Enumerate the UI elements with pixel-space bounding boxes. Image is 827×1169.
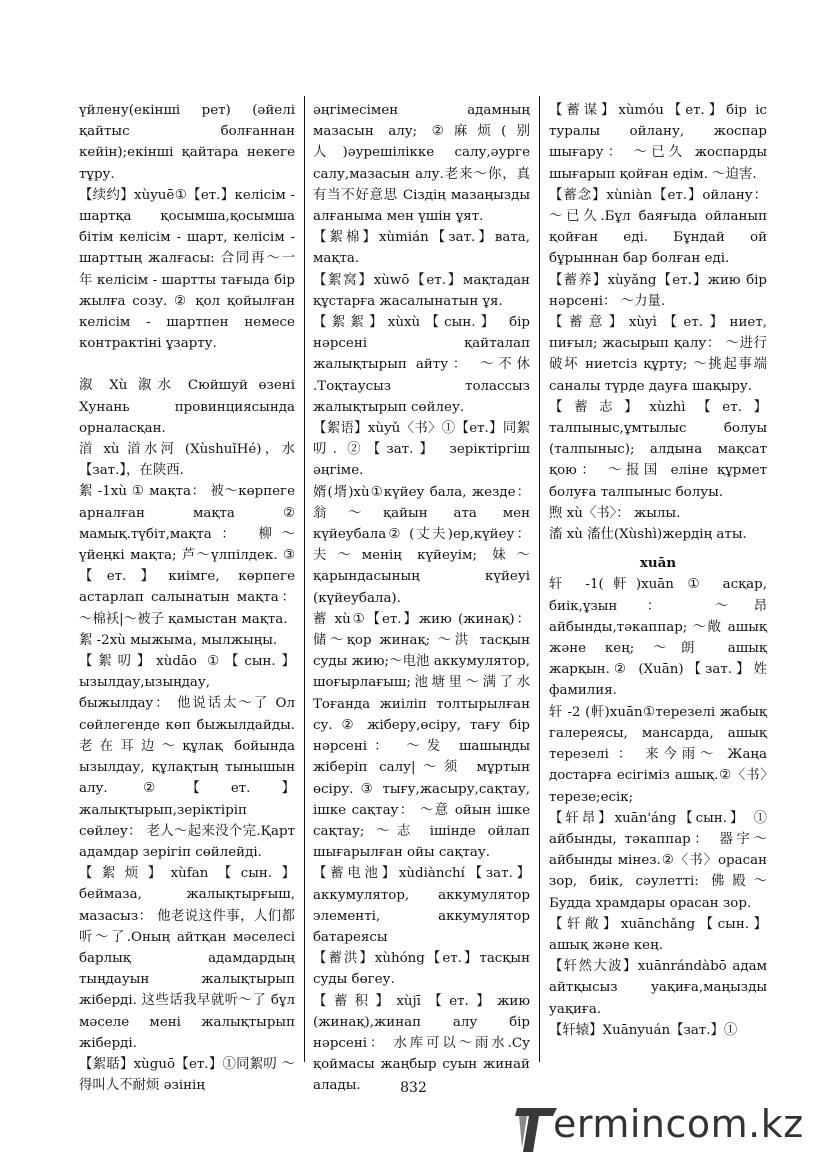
dictionary-entry: 【絮聒】xùguō【ет.】①同絮叨 ～得叫人不耐烦 әзінің — [79, 1056, 295, 1094]
dictionary-entry: 渞 xù 渞水河 (XùshuǐHé)，水【зат.】，在陕西. — [79, 442, 295, 479]
dictionary-entry: 【絮语】xùyǔ〈书〉①【ет.】同絮叨. ②【зат.】 зеріктіргіш әңгіме. — [313, 421, 530, 479]
dictionary-entry: 蓄 xù①【ет.】жию (жинақ)： 储～қор жинақ; ～洪 тасқын суды жию;～电池 аккумулятор, шоғырлағыш;池塘里～满了水 Тоғанда жиіліп толтырылған су. ② жіберу,өсіру, тағу бір нәрсені： ～发 шашыңды жіберіп салу|～须 мұртын өсіру. ③ тығу,жасыру,сақтау, ішке сақтау： ～意 ойын ішке сақтау; ～志 ішінде ойлап шығарылған ойы сақтау. — [313, 611, 530, 861]
dictionary-entry: 【絮棉】xùmián【зат.】вата, мақта. — [313, 230, 530, 267]
dictionary-entry: 【蓄志】xùzhì【ет.】 талпыныс,ұмтылыс болуы (талпыныс); алдына мақсат қою： ～报国 еліне құрмет болуға талпыныс болуы. — [549, 399, 767, 500]
dictionary-entry: 【轩然大波】xuānrándàbō адам айтқысыз уақиға,маңызды уақиға. — [549, 959, 767, 1017]
dictionary-entry: 【絮絮】xùxù【сын.】 бір нәрсені қайталап жалықтырып айту： ～不休 .Тоқтаусыз толассыз жалықтырып сөйлеу. — [313, 315, 530, 415]
page-number: 832 — [400, 1080, 427, 1096]
column-left — [79, 100, 295, 1094]
dictionary-entry: 【轩敞】xuānchǎng【сын.】 ашық және кең. — [549, 916, 767, 953]
dictionary-entry: 煦 xù〈书〉： жылы. — [549, 505, 681, 521]
dictionary-entry: 【续约】xùyuē①【ет.】келісім - шартқа қосымша,қосымша бітім келісім - шарт, келісім - шарттың жалғасы: 合同再～一年 келісім - шартты тағыда бір жылға созу. ② қол қойылған келісім - шартпен немесе контрактіні ұзарту. — [79, 187, 295, 352]
dictionary-entry: 【絮叨】xùdāo ①【сын.】ызылдау,ызыңдау, быжылдау： 他说话太～了 Ол сөйлегенде көп быжылдайды. 老在耳边～құлақ бойында ызылдау, құлақтың тынышын алу. ②【ет.】жалықтырып,зеріктіріп сөйлеу： 老人～起来没个完.Қарт адамдар зерігіп сөйлейді. — [79, 654, 295, 860]
dictionary-entry: 轩 -2 (軒)xuān①терезелі жабық галереясы, мансарда, ашық терезелі ： 来今雨～ Жаңа достарға есігіміз ашық.②〈书〉терезе;есік; — [549, 704, 767, 805]
dictionary-entry: 滀 xù 滀仕(Xùshì)жердің аты. — [549, 527, 747, 543]
termincom-logo — [511, 1098, 807, 1156]
column-divider-1 — [304, 96, 305, 1062]
logo-text: ermincom.kz — [553, 1102, 804, 1146]
dictionary-entry: 轩 -1(軒)xuān ① асқар, биік,ұзын ： ～昂 айбынды,тәкаппар; ～敞 ашық және кең; ～朗 ашық жарқын.② (Xuān)【зат.】姓 фамилия. — [549, 577, 767, 699]
dictionary-entry: 【蓄养】xùyǎng【ет.】жию бір нәрсені： ～力量. — [549, 272, 767, 309]
dictionary-entry: 溆 Xù 溆水 Сюйшуй өзені Хунань провинциясында орналасқан. — [79, 378, 295, 436]
dictionary-entry: 【蓄意】xùyì【ет.】ниет, пиғыл; жасырып қалу： ～进行破坏 ниетсіз құрту; ～挑起事端 саналы түрде дауға шақыру. — [549, 315, 767, 394]
paragraph-gap — [79, 354, 295, 375]
column-divider-2 — [539, 96, 540, 1062]
dictionary-entry: 【蓄洪】xùhóng【ет.】тасқын суды бөгеу. — [313, 951, 530, 988]
dictionary-entry: үйлену(екінші рет) (әйелі қайтыс болғаннан кейін);екінші қайтара некеге тұру. — [79, 103, 295, 182]
dictionary-entry: 絮 -1xù ① мақта： 被～көрпеге арналған мақта ② мамық.түбіт,мақта： 柳～үйеңкі мақта; 芦～үлпілдек. ③【ет.】киімге, көрпеге астарлап салынатын мақта： ～棉袄|～被子 қамыстан мақта. — [79, 484, 295, 627]
dictionary-entry: 婿(壻)xù①күйеу бала, жезде： 翁～қайын ата мен күйеубала② (丈夫)ер,күйеу： 夫～менің күйеуім; 妹～ қарындасының күйеуі (күйеубала). — [313, 484, 530, 606]
dictionary-entry: 【絮窝】xùwō【ет.】мақтадан құстарға жасалынатын ұя. — [313, 272, 530, 309]
dictionary-entry: 【蓄谋】xùmóu【ет.】бір іс туралы ойлану, жоспар шығару： ～已久 жоспарды шығарып қойған едім. ～迫害. — [549, 103, 767, 182]
dictionary-entry: 【轩昂】xuān'áng【сын.】 ① айбынды, тәкаппар： 器宇～ айбынды мінез.②〈书〉орасан зор, биік, сәулетті: 佛殿～Будда храмдары орасан зор. — [549, 810, 767, 911]
dictionary-entry: әңгімесімен адамның мазасын алу; ②麻烦(别人)әурешілікке салу,әурге салу,мазасын алу.老来～你，真有当不好意思 Сіздің мазаңызды алғаныма мен үшін ұят. — [313, 103, 530, 225]
dictionary-entry: 【蓄念】xùniàn【ет.】ойлану： ～已久.Бұл баяғыда ойланып қойған еді. Бұндай ой бұрыннан бар болған еді. — [549, 187, 767, 267]
dictionary-entry: 絮 -2xù мыжыма, мылжыңы. — [79, 632, 278, 648]
dictionary-entry: 【轩辕】Xuānyuán【зат.】① — [549, 1022, 738, 1038]
dictionary-entry: 【蓄积】xùjī【ет.】жию (жинақ),жинап алу бір нәрсені： 水库可以～雨水.Су қоймасы жаңбыр суын жинай алады. — [313, 993, 530, 1094]
dictionary-entry: 【絮烦】xùfan【сын.】 беймаза, жалықтырғыш, мазасыз： 他老说这件事，人们都听～了.Оның айтқан мәселесі барлық адамдардың тыңдауын жалықтырып жіберді. 这些话我早就听～了 бұл мәселе мені жалықтырып жіберді. — [79, 866, 295, 1051]
dictionary-entry: 【蓄电池】xùdiànchí【зат.】 аккумулятор, аккумулятор элементі, аккумулятор батареясы — [313, 866, 530, 945]
column-right — [549, 100, 767, 1080]
section-heading: xuān — [639, 555, 677, 572]
